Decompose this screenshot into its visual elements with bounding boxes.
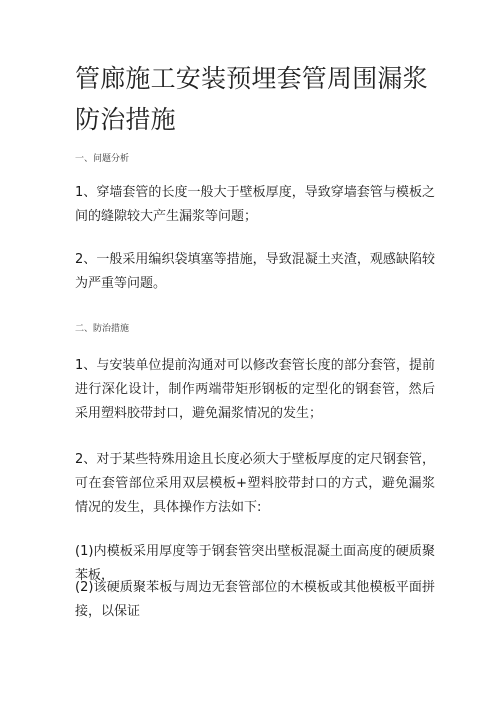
paragraph-problem-2: 2、一般采用编织袋填塞等措施，导致混凝土夹渣，观感缺陷较为严重等问题。 bbox=[75, 252, 435, 291]
paragraph-measure-2: 2、对于某些特殊用途且长度必须大于壁板厚度的定尺钢套管，可在套管部位采用双层模板+塑料胶带封口的方式，避免漏浆情况的发生，具体操作方法如下: bbox=[75, 452, 435, 515]
paragraph-problem-1: 1、穿墙套管的长度一般大于壁板厚度，导致穿墙套管与模板之间的缝隙较大产生漏浆等问题； bbox=[75, 185, 435, 224]
paragraph-measure-1: 1、与安装单位提前沟通对可以修改套管长度的部分套管，提前进行深化设计，制作两端带矩形钢板的定型化的钢套管，然后采用塑料胶带封口，避免漏浆情况的发生； bbox=[75, 358, 435, 421]
document-title: 管廊施工安装预埋套管周围漏浆防治措施 bbox=[75, 64, 428, 134]
paragraph-measure-2-step-2: (2)该硬质聚苯板与周边无套管部位的木模板或其他模板平面拼接，以保证 bbox=[75, 580, 435, 619]
paragraph-measure-2-step-1: (1)内模板采用厚度等于钢套管突出壁板混凝土面高度的硬质聚苯板， bbox=[75, 544, 435, 583]
section-heading-prevention-measures: 二、防治措施 bbox=[75, 324, 130, 334]
section-heading-problem-analysis: 一、问题分析 bbox=[75, 154, 130, 164]
